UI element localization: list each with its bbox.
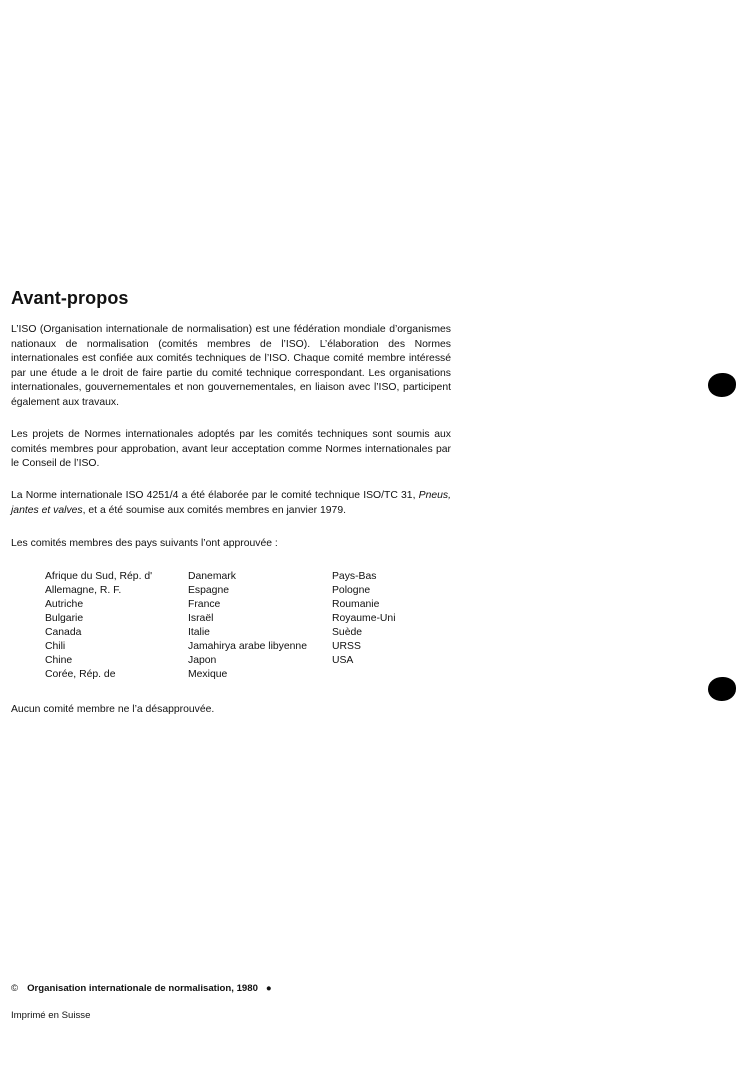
country-item: Canada [45, 627, 82, 638]
country-item: Mexique [188, 669, 228, 680]
country-item: Japon [188, 655, 217, 666]
paragraph-standard-origin-lead: La Norme internationale ISO 4251/4 a été élaborée par le comité technique ISO/TC 31, [11, 490, 416, 501]
country-item: Danemark [188, 571, 236, 582]
printed-in-note: Imprimé en Suisse [11, 1010, 91, 1021]
paragraph-standard-origin-title: Pneus, jantes et valves [11, 490, 451, 516]
country-item: Chili [45, 641, 66, 652]
punch-hole-mark [708, 373, 736, 397]
country-item: Pays-Bas [332, 571, 377, 582]
country-item: Italie [188, 627, 210, 638]
page-title: Avant-propos [11, 288, 129, 308]
country-item: USA [332, 655, 354, 666]
country-list-column-3 [332, 570, 396, 668]
country-item: Royaume-Uni [332, 613, 396, 624]
country-item: Suède [332, 627, 363, 638]
paragraph-standard-origin [11, 489, 451, 518]
bullet-icon: ● [265, 983, 272, 994]
country-item: Bulgarie [45, 613, 84, 624]
country-list-column-1 [45, 570, 152, 682]
punch-hole-mark [708, 677, 736, 701]
copyright-text: Organisation internationale de normalisation, 1980 [27, 983, 258, 994]
country-item: Espagne [188, 585, 230, 596]
paragraph-no-disapproval: Aucun comité membre ne l’a désapprouvée. [11, 704, 215, 715]
paragraph-draft-standards: Les projets de Normes internationales adoptés par les comités techniques sont soumis aux comités membres pour approbation, avant leur acceptation comme Normes internationales par le Conseil de l’ISO. [11, 429, 451, 470]
country-item: Israël [188, 613, 214, 624]
country-item: URSS [332, 641, 361, 652]
paragraph-iso-description: L’ISO (Organisation internationale de normalisation) est une fédération mondiale d’organismes nationaux de normalisation (comités membres de l’ISO). L’élaboration des Normes internationales est confiée aux comités techniques de l’ISO. Chaque comité membre intéressé par une étude a le droit de faire partie du comité technique correspondant. Les organisations internationales, gouvernementales et non gouvernementales, en liaison avec l’ISO, participent également aux travaux. [11, 324, 451, 408]
country-item: Afrique du Sud, Rép. d' [45, 571, 153, 582]
copyright-icon: © [11, 983, 19, 994]
country-item: Jamahirya arabe libyenne [188, 641, 307, 652]
country-item: Corée, Rép. de [45, 669, 116, 680]
footer-copyright [11, 983, 272, 994]
country-item: Pologne [332, 585, 371, 596]
paragraph-approving-members: Les comités membres des pays suivants l’ont approuvée : [11, 538, 278, 549]
country-item: Autriche [45, 599, 84, 610]
country-item: Roumanie [332, 599, 380, 610]
country-item: Chine [45, 655, 73, 666]
paragraph-standard-origin-tail: , et a été soumise aux comités membres en janvier 1979. [82, 504, 346, 516]
country-item: France [188, 599, 221, 610]
country-list-column-2 [188, 570, 307, 682]
country-item: Allemagne, R. F. [45, 585, 122, 596]
